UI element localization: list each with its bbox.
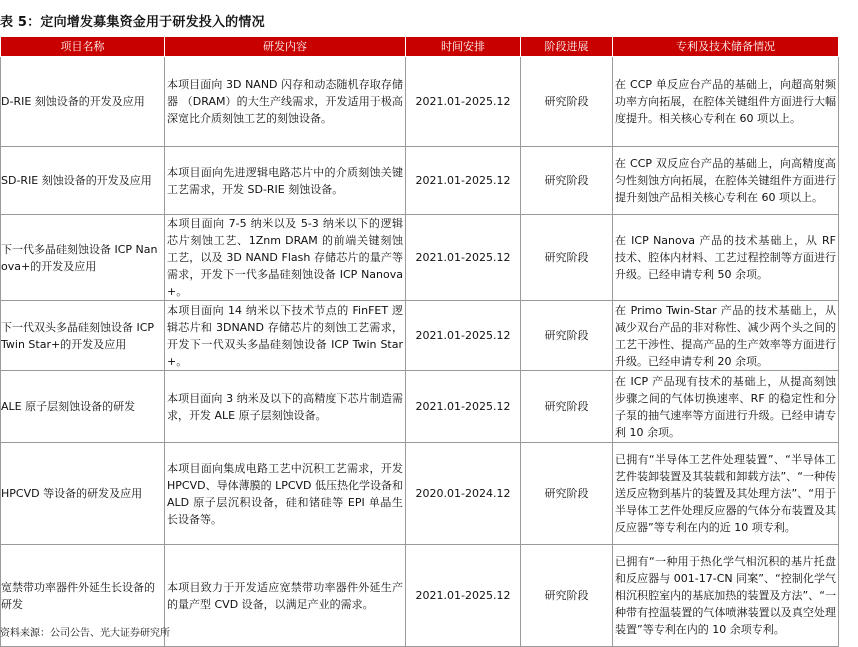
table-row xyxy=(1,57,839,147)
project-name: ALE 原子层刻蚀设备的研发 xyxy=(1,371,165,443)
table-header-row xyxy=(1,37,839,57)
stage: 研究阶段 xyxy=(521,443,613,545)
patents: 在 CCP 单反应台产品的基础上，向超高射频功率方向拓展，在腔体关键组件方面进行大幅度提升。相关核心专利在 60 项以上。 xyxy=(613,57,839,147)
project-name: 下一代双头多晶硅刻蚀设备 ICP Twin Star+的开发及应用 xyxy=(1,301,165,371)
rd-content: 本项目面向 3D NAND 闪存和动态随机存取存储器 （DRAM）的大生产线需求，开发适用于极高深宽比介质刻蚀工艺的刻蚀设备。 xyxy=(165,57,406,147)
fundraising-rd-table xyxy=(0,36,839,647)
rd-content: 本项目面向 14 纳米以下技术节点的 FinFET 逻辑芯片和 3DNAND 存储芯片的刻蚀工艺需求，开发下一代双头多晶硅刻蚀设备 ICP Twin Star+。 xyxy=(165,301,406,371)
patents: 已拥有“半导体工艺件处理装置”、“半导体工艺件装卸装置及其装载和卸载方法”、“一种传送反应物到基片的装置及其处理方法”、“用于半导体工艺件处理反应器的气体分布装置及其反应器”等专利在内的近 10 项专利。 xyxy=(613,443,839,545)
header-schedule: 时间安排 xyxy=(406,37,521,57)
schedule: 2021.01-2025.12 xyxy=(406,147,521,215)
patents: 在 ICP 产品现有技术的基础上，从提高刻蚀步骤之间的气体切换速率、RF 的稳定性和分子泵的抽气速率等方面进行升级。已经申请专利 10 余项。 xyxy=(613,371,839,443)
stage: 研究阶段 xyxy=(521,215,613,301)
patents: 已拥有“一种用于热化学气相沉积的基片托盘和反应器与 001-17-CN 同案”、“控制化学气相沉积腔室内的基底加热的装置及方法”、“一种带有控温装置的气体喷淋装置以及真空处理装置”等专利在内的 10 余项专利。 xyxy=(613,545,839,647)
header-rd-content: 研发内容 xyxy=(165,37,406,57)
project-name: SD-RIE 刻蚀设备的开发及应用 xyxy=(1,147,165,215)
header-patents: 专利及技术储备情况 xyxy=(613,37,839,57)
patents: 在 ICP Nanova 产品的技术基础上，从 RF 技术、腔体内材料、工艺过程控制等方面进行升级。已经申请专利 50 余项。 xyxy=(613,215,839,301)
patents: 在 CCP 双反应台产品的基础上，向高精度高匀性刻蚀方向拓展，在腔体关键组件方面进行提升刻蚀产品相关核心专利在 60 项以上。 xyxy=(613,147,839,215)
project-name: D-RIE 刻蚀设备的开发及应用 xyxy=(1,57,165,147)
table-row xyxy=(1,443,839,545)
schedule: 2021.01-2025.12 xyxy=(406,57,521,147)
stage: 研究阶段 xyxy=(521,301,613,371)
rd-content: 本项目致力于开发适应宽禁带功率器件外延生产的量产型 CVD 设备，以满足产业的需求。 xyxy=(165,545,406,647)
schedule: 2021.01-2025.12 xyxy=(406,215,521,301)
schedule: 2021.01-2025.12 xyxy=(406,371,521,443)
table-title: 表 5：定向增发募集资金用于研发投入的情况 xyxy=(0,15,265,30)
project-name: HPCVD 等设备的研发及应用 xyxy=(1,443,165,545)
header-project-name: 项目名称 xyxy=(1,37,165,57)
stage: 研究阶段 xyxy=(521,545,613,647)
rd-content: 本项目面向 3 纳米及以下的高精度下芯片制造需求，开发 ALE 原子层刻蚀设备。 xyxy=(165,371,406,443)
table-row xyxy=(1,147,839,215)
schedule: 2020.01-2024.12 xyxy=(406,443,521,545)
stage: 研究阶段 xyxy=(521,147,613,215)
source-note: 资料来源：公司公告、光大证券研究所 xyxy=(0,628,170,639)
rd-content: 本项目面向先进逻辑电路芯片中的介质刻蚀关键工艺需求，开发 SD-RIE 刻蚀设备。 xyxy=(165,147,406,215)
table-row xyxy=(1,215,839,301)
table-row xyxy=(1,301,839,371)
rd-content: 本项目面向 7-5 纳米以及 5-3 纳米以下的逻辑芯片刻蚀工艺、1Znm DRAM 的前端关键刻蚀工艺，以及 3D NAND Flash 存储芯片的量产等需求，开发下一代多晶硅刻蚀设备 ICP Nanova+。 xyxy=(165,215,406,301)
patents: 在 Primo Twin-Star 产品的技术基础上，从减少双台产品的非对称性、减少两个头之间的工艺干涉性、提高产品的生产效率等方面进行升级。已经申请专利 20 余项。 xyxy=(613,301,839,371)
schedule: 2021.01-2025.12 xyxy=(406,301,521,371)
schedule: 2021.01-2025.12 xyxy=(406,545,521,647)
rd-content: 本项目面向集成电路工艺中沉积工艺需求，开发 HPCVD、导体薄膜的 LPCVD 低压热化学设备和 ALD 原子层沉积设备，硅和锗硅等 EPI 单晶生长设备等。 xyxy=(165,443,406,545)
table-row xyxy=(1,371,839,443)
project-name: 下一代多晶硅刻蚀设备 ICP Nanova+的开发及应用 xyxy=(1,215,165,301)
project-name: 宽禁带功率器件外延生长设备的研发 xyxy=(1,545,165,647)
stage: 研究阶段 xyxy=(521,57,613,147)
header-stage: 阶段进展 xyxy=(521,37,613,57)
stage: 研究阶段 xyxy=(521,371,613,443)
